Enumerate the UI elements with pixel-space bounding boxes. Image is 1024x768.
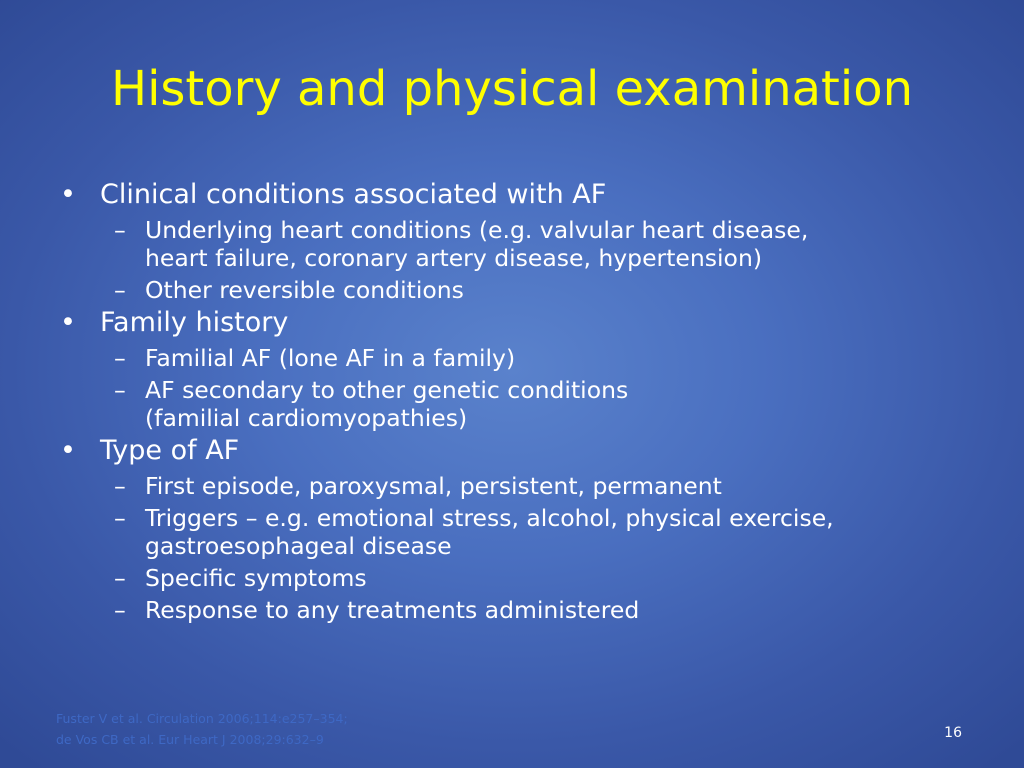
reference-line: de Vos CB et al. Eur Heart J 2008;29:632–9 bbox=[56, 732, 324, 747]
slide-content bbox=[56, 176, 976, 624]
sub-bullet-line: AF secondary to other genetic conditions bbox=[145, 376, 629, 404]
page-number: 16 bbox=[944, 725, 962, 741]
bullet-item bbox=[56, 178, 976, 212]
sub-bullet-item bbox=[56, 216, 976, 272]
bullet-icon: • bbox=[60, 435, 76, 466]
sub-bullet-item bbox=[56, 504, 976, 560]
sub-bullet-line: Triggers – e.g. emotional stress, alcohol, physical exercise, bbox=[145, 504, 834, 532]
sub-bullet-line: First episode, paroxysmal, persistent, permanent bbox=[145, 472, 722, 500]
sub-bullet-item bbox=[56, 472, 976, 500]
sub-bullet-line: Familial AF (lone AF in a family) bbox=[145, 344, 516, 372]
sub-bullet-item bbox=[56, 276, 976, 304]
dash-icon: – bbox=[114, 472, 126, 500]
dash-icon: – bbox=[114, 376, 126, 404]
sub-bullet-line: Other reversible conditions bbox=[145, 276, 464, 304]
reference-line: Fuster V et al. Circulation 2006;114:e257–354; bbox=[56, 711, 348, 726]
sub-bullet-line: Underlying heart conditions (e.g. valvular heart disease, bbox=[145, 216, 809, 244]
dash-icon: – bbox=[114, 596, 126, 624]
sub-bullet-item bbox=[56, 596, 976, 624]
sub-bullet-item bbox=[56, 344, 976, 372]
dash-icon: – bbox=[114, 276, 126, 304]
sub-bullet-item bbox=[56, 564, 976, 592]
bullet-text: Clinical conditions associated with AF bbox=[100, 179, 607, 210]
reference-footnote bbox=[56, 708, 348, 750]
bullet-text: Family history bbox=[100, 307, 289, 338]
sub-bullet-line: heart failure, coronary artery disease, hypertension) bbox=[145, 244, 763, 272]
dash-icon: – bbox=[114, 564, 126, 592]
dash-icon: – bbox=[114, 344, 126, 372]
sub-bullet-line: Response to any treatments administered bbox=[145, 596, 640, 624]
bullet-icon: • bbox=[60, 307, 76, 338]
sub-bullet-line: (familial cardiomyopathies) bbox=[145, 404, 468, 432]
sub-bullet-line: Specific symptoms bbox=[145, 564, 367, 592]
bullet-icon: • bbox=[60, 179, 76, 210]
slide-title: History and physical examination bbox=[110, 61, 913, 117]
sub-bullet-line: gastroesophageal disease bbox=[145, 532, 452, 560]
sub-bullet-item bbox=[56, 376, 976, 432]
bullet-text: Type of AF bbox=[100, 435, 240, 466]
dash-icon: – bbox=[114, 504, 126, 532]
bullet-item bbox=[56, 306, 976, 340]
dash-icon: – bbox=[114, 216, 126, 244]
bullet-item bbox=[56, 434, 976, 468]
